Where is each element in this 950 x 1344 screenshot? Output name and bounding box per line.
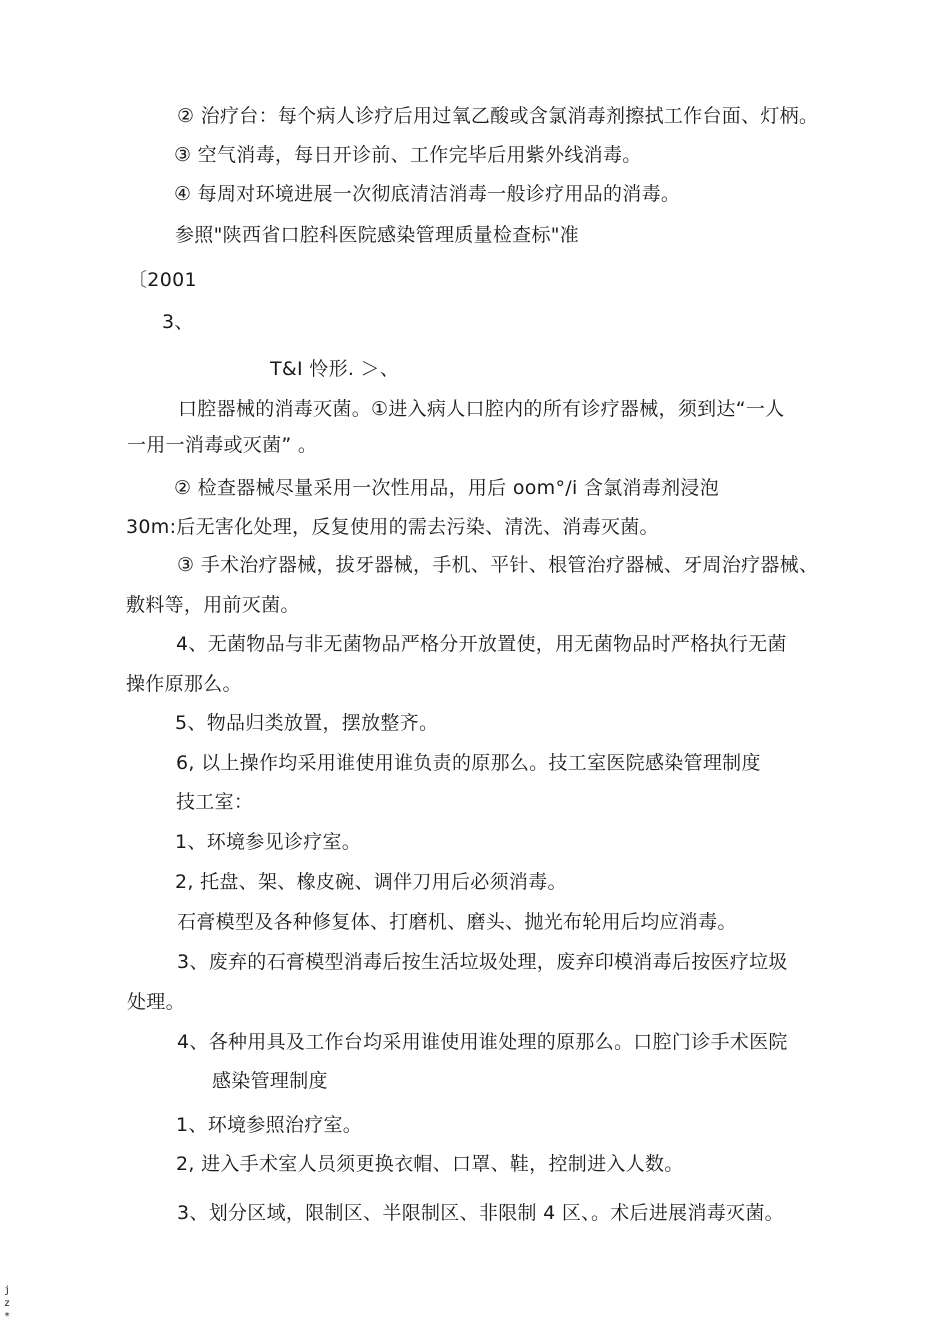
- text-line-26: 1、环境参照治疗室。: [176, 1114, 363, 1136]
- text-line-14: 4、无菌物品与非无菌物品严格分开放置使，用无菌物品时严格执行无菌: [176, 633, 787, 655]
- text-line-19: 1、环境参见诊疗室。: [175, 831, 362, 853]
- text-line-28: 3、划分区域，限制区、半限制区、非限制 4 区、。术后进展消毒灭菌。: [177, 1202, 784, 1224]
- text-line-1: ② 治疗台：每个病人诊疗后用过氧乙酸或含氯消毒剂擦拭工作台面、灯柄。: [177, 105, 819, 127]
- margin-mark-3: *: [4, 1311, 11, 1322]
- text-line-25: 感染管理制度: [212, 1070, 328, 1092]
- text-line-23: 处理。: [127, 991, 185, 1013]
- text-line-3: ④ 每周对环境进展一次彻底清洁消毒一般诊疗用品的消毒。: [174, 183, 681, 205]
- text-line-22: 3、废弃的石膏模型消毒后按生活垃圾处理，废弃印模消毒后按医疗垃圾: [177, 951, 788, 973]
- margin-mark-1: j: [4, 1285, 11, 1296]
- text-line-6: 3、: [162, 311, 194, 333]
- text-line-4: 参照"陕西省口腔科医院感染管理质量检查标"准: [175, 224, 580, 246]
- text-line-7: T&I 怜形. ＞、: [270, 358, 400, 380]
- text-line-15: 操作原那么。: [126, 673, 242, 695]
- text-line-20: 2, 托盘、架、橡皮碗、调伴刀用后必须消毒。: [175, 871, 567, 893]
- text-line-11: 30m:后无害化处理，反复使用的需去污染、清洗、消毒灭菌。: [126, 516, 659, 538]
- margin-mark-2: z: [4, 1298, 11, 1309]
- text-line-21: 石膏模型及各种修复体、打磨机、磨头、抛光布轮用后均应消毒。: [177, 911, 737, 933]
- text-line-5: 〔2001: [128, 269, 197, 291]
- text-line-8: 口腔器械的消毒灭菌。①进入病人口腔内的所有诊疗器械，须到达“一人: [178, 398, 785, 420]
- text-line-18: 技工室：: [176, 791, 254, 813]
- text-line-24: 4、各种用具及工作台均采用谁使用谁处理的原那么。口腔门诊手术医院: [177, 1031, 788, 1053]
- text-line-27: 2, 进入手术室人员须更换衣帽、口罩、鞋，控制进入人数。: [176, 1153, 684, 1175]
- text-line-9: 一用一消毒或灭菌” 。: [127, 434, 318, 456]
- text-line-16: 5、物品归类放置，摆放整齐。: [175, 712, 439, 734]
- text-line-2: ③ 空气消毒，每日开诊前、工作完毕后用紫外线消毒。: [174, 144, 642, 166]
- text-line-10: ② 检查器械尽量采用一次性用品，用后 oom°/i 含氯消毒剂浸泡: [174, 477, 719, 499]
- text-line-17: 6, 以上操作均采用谁使用谁负责的原那么。技工室医院感染管理制度: [176, 752, 761, 774]
- text-line-13: 敷料等，用前灭菌。: [126, 594, 300, 616]
- text-line-12: ③ 手术治疗器械，拔牙器械，手机、平针、根管治疗器械、牙周治疗器械、: [177, 554, 819, 576]
